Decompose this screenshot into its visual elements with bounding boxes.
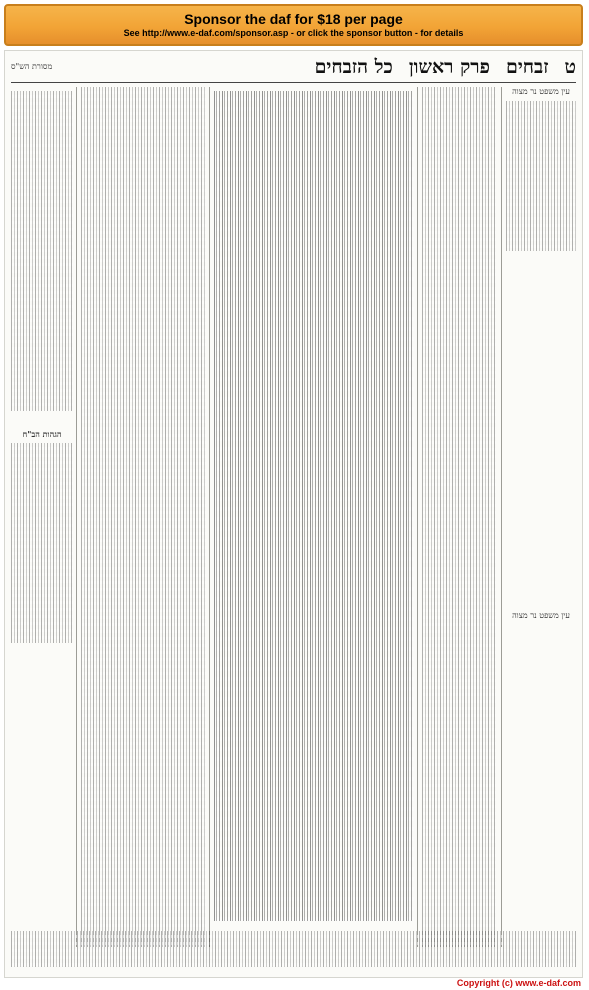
page-header-main [315,56,576,78]
tosafot-column [422,87,496,947]
column-divider [501,87,502,947]
ein-mishpat-column [506,101,576,251]
chapter-number: פרק ראשון [408,56,490,78]
column-divider [209,87,210,947]
column-divider [76,87,77,947]
margin-header-label: מסורת הש"ס [11,62,53,71]
ein-mishpat-label-2: עין משפט נר מצוה [512,611,570,620]
page-header [11,53,576,81]
gemara-main-text [214,91,414,921]
talmud-page-scan [4,50,583,978]
header-rule [11,82,576,83]
hagahot-habach-column [11,443,73,643]
ein-mishpat-label: עין משפט נר מצוה [512,87,570,96]
tractate-name: זבחים [505,56,549,78]
column-divider [417,87,418,947]
footer-commentary [11,931,576,967]
sponsor-subtitle: See http://www.e-daf.com/sponsor.asp - or click the sponsor button - for details [123,28,464,38]
hagahot-habach-label: הגהות הב"ח [22,429,62,439]
sponsor-banner[interactable] [4,4,583,46]
sponsor-title: Sponsor the daf for $18 per page [184,11,403,27]
copyright-link[interactable]: Copyright (c) www.e-daf.com [456,978,581,988]
mesoret-hashas-column [11,91,73,411]
chapter-name: כל הזבחים [314,56,393,78]
rashi-column [81,87,206,947]
folio-number: ט [564,56,576,78]
